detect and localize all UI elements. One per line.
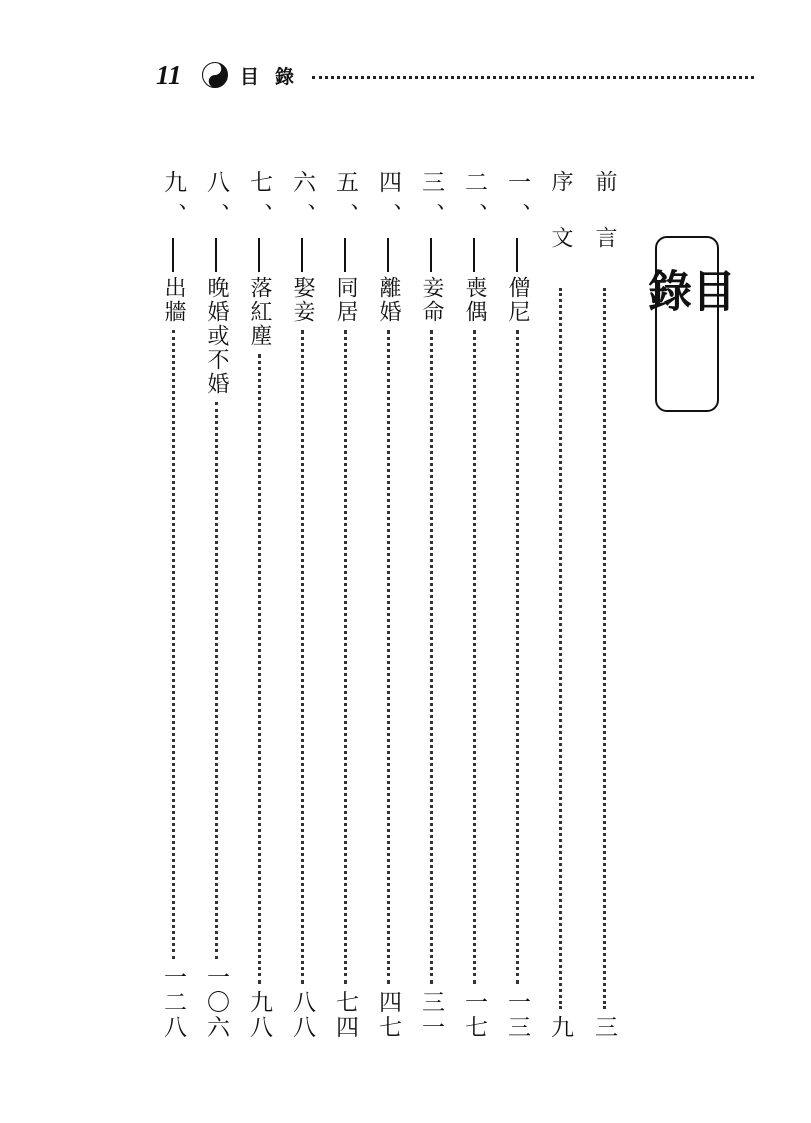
toc-entry-number: 五、 [332, 170, 358, 236]
toc-entry-page: 四七 [375, 990, 401, 1040]
toc-entry-title: 僧尼 [505, 276, 530, 324]
em-dash [344, 238, 346, 272]
toc-entry-9[interactable] [158, 170, 188, 1040]
leader-dots [430, 330, 433, 984]
toc-entry-foreword[interactable] [545, 170, 575, 1040]
leader-dots [301, 330, 304, 984]
toc-entry-number: 四、 [375, 170, 401, 236]
leader-dots [258, 354, 261, 984]
em-dash [387, 238, 389, 272]
toc-entry-page: 九 [547, 1015, 573, 1040]
leader-dots [387, 330, 390, 984]
toc-entry-number: 二、 [461, 170, 487, 236]
toc-entry-page: 一七 [461, 990, 487, 1040]
toc-entry-4[interactable] [373, 170, 403, 1040]
toc-entry-number: 七、 [246, 170, 272, 236]
toc-entry-title: 序文 [548, 170, 573, 282]
leader-dots [603, 288, 606, 1009]
toc-entry-page: 一〇六 [203, 965, 229, 1040]
em-dash [172, 238, 174, 272]
toc-entry-7[interactable] [244, 170, 274, 1040]
toc-entry-page: 九八 [246, 990, 272, 1040]
toc-entry-page: 三一 [418, 990, 444, 1040]
yin-yang-icon [202, 62, 228, 88]
leader-dots [344, 330, 347, 984]
header-title: 目錄 [240, 66, 311, 88]
toc-entry-title: 同居 [333, 276, 358, 324]
toc-entry-page: 三 [591, 1015, 617, 1040]
em-dash [215, 238, 217, 272]
toc-entry-2[interactable] [459, 170, 489, 1040]
toc-entry-5[interactable] [330, 170, 360, 1040]
em-dash [301, 238, 303, 272]
toc-entry-title: 落紅塵 [247, 276, 272, 348]
toc-entry-preface[interactable] [589, 170, 619, 1040]
leader-dots [559, 288, 562, 1009]
leader-dots [215, 402, 218, 959]
running-header [0, 58, 811, 94]
toc-entry-title: 晚婚或不婚 [204, 276, 229, 396]
toc-entry-title: 娶妾 [290, 276, 315, 324]
toc-entry-title: 離婚 [376, 276, 401, 324]
toc-entry-title: 出牆 [161, 276, 186, 324]
leader-dots [172, 330, 175, 959]
toc-entry-title: 前言 [592, 170, 617, 282]
toc-entry-title: 妾命 [419, 276, 444, 324]
toc-entry-number: 三、 [418, 170, 444, 236]
header-leader-dots [312, 76, 754, 79]
toc-entry-number: 九、 [160, 170, 186, 236]
toc-entry-8[interactable] [201, 170, 231, 1040]
toc-entry-1[interactable] [502, 170, 532, 1040]
toc-entry-number: 八、 [203, 170, 229, 236]
toc-entry-number: 六、 [289, 170, 315, 236]
toc-entry-title: 喪偶 [462, 276, 487, 324]
em-dash [430, 238, 432, 272]
toc-entry-3[interactable] [416, 170, 446, 1040]
toc-title: 目錄 [640, 268, 735, 342]
toc-entry-page: 一二八 [160, 965, 186, 1040]
toc-entry-6[interactable] [287, 170, 317, 1040]
toc-title-box [640, 236, 735, 412]
em-dash [473, 238, 475, 272]
toc-entry-page: 七四 [332, 990, 358, 1040]
toc-entry-number: 一、 [504, 170, 530, 236]
page-number: 11 [156, 60, 182, 90]
leader-dots [516, 330, 519, 984]
em-dash [516, 238, 518, 272]
leader-dots [473, 330, 476, 984]
toc-entry-page: 八八 [289, 990, 315, 1040]
em-dash [258, 238, 260, 272]
toc-entry-page: 一三 [504, 990, 530, 1040]
